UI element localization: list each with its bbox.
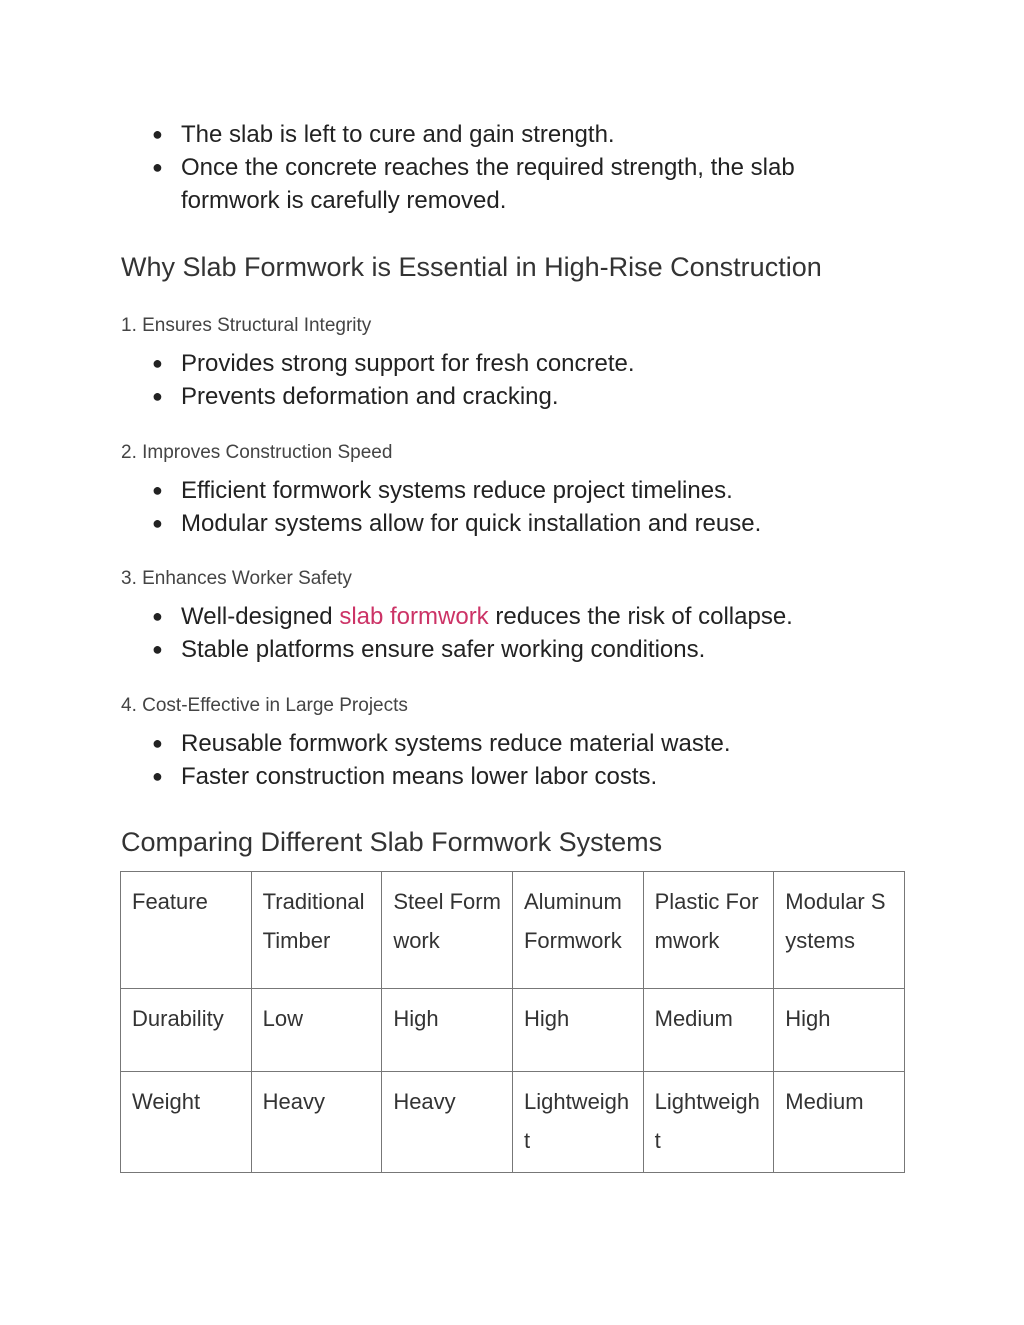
table-cell: Weight bbox=[121, 1072, 252, 1173]
bullet-icon: ● bbox=[152, 639, 163, 659]
bullet-icon: ● bbox=[152, 386, 163, 406]
list-item: ● The slab is left to cure and gain strength. bbox=[152, 118, 872, 151]
table-row bbox=[121, 989, 905, 1072]
table-cell: High bbox=[774, 989, 905, 1072]
section-heading-comparing: Comparing Different Slab Formwork Systems bbox=[121, 827, 663, 857]
table-cell: Heavy bbox=[382, 1072, 513, 1173]
table-cell: Low bbox=[251, 989, 382, 1072]
comparison-table bbox=[120, 871, 905, 1173]
section-heading-why: Why Slab Formwork is Essential in High-Rise Construction bbox=[121, 252, 822, 282]
list-item: ● Once the concrete reaches the required strength, the slab formwork is carefully removed. bbox=[152, 151, 872, 217]
bullet-icon: ● bbox=[152, 157, 163, 177]
list-item: ● Reusable formwork systems reduce material waste. bbox=[152, 727, 872, 760]
table-cell: Steel Formwork bbox=[382, 872, 513, 989]
table-cell: Modular Systems bbox=[774, 872, 905, 989]
table-cell: Medium bbox=[774, 1072, 905, 1173]
list-item: ● Modular systems allow for quick installation and reuse. bbox=[152, 507, 872, 540]
table-cell: Aluminum Formwork bbox=[512, 872, 643, 989]
bullet-icon: ● bbox=[152, 480, 163, 500]
subheading-structural-integrity: 1. Ensures Structural Integrity bbox=[121, 315, 372, 336]
table-cell: Medium bbox=[643, 989, 774, 1072]
table-cell: Durability bbox=[121, 989, 252, 1072]
bullet-list bbox=[152, 727, 872, 793]
bullet-icon: ● bbox=[152, 513, 163, 533]
slab-formwork-link[interactable]: slab formwork bbox=[339, 603, 489, 630]
bullet-list bbox=[152, 600, 872, 666]
bullet-icon: ● bbox=[152, 766, 163, 786]
table-cell: High bbox=[512, 989, 643, 1072]
list-item: ● Stable platforms ensure safer working conditions. bbox=[152, 633, 872, 666]
table-row bbox=[121, 1072, 905, 1173]
list-item: ● Well-designed slab formwork reduces the risk of collapse. bbox=[152, 600, 872, 633]
table-cell: Heavy bbox=[251, 1072, 382, 1173]
bullet-icon: ● bbox=[152, 606, 163, 626]
table-cell: High bbox=[382, 989, 513, 1072]
list-item: ● Provides strong support for fresh concrete. bbox=[152, 347, 872, 380]
list-item: ● Efficient formwork systems reduce project timelines. bbox=[152, 474, 872, 507]
subheading-worker-safety: 3. Enhances Worker Safety bbox=[121, 568, 352, 589]
table-header-row bbox=[121, 872, 905, 989]
subheading-cost-effective: 4. Cost-Effective in Large Projects bbox=[121, 695, 408, 716]
subheading-construction-speed: 2. Improves Construction Speed bbox=[121, 442, 393, 463]
bullet-icon: ● bbox=[152, 353, 163, 373]
bullet-list bbox=[152, 347, 872, 413]
table-cell: Traditional Timber bbox=[251, 872, 382, 989]
bullet-list bbox=[152, 474, 872, 540]
table-cell: Plastic Formwork bbox=[643, 872, 774, 989]
bullet-icon: ● bbox=[152, 124, 163, 144]
intro-bullet-list bbox=[152, 118, 872, 217]
table-cell: Lightweight bbox=[643, 1072, 774, 1173]
table-cell: Feature bbox=[121, 872, 252, 989]
table-cell: Lightweight bbox=[512, 1072, 643, 1173]
list-item: ● Prevents deformation and cracking. bbox=[152, 380, 872, 413]
bullet-icon: ● bbox=[152, 733, 163, 753]
list-item: ● Faster construction means lower labor costs. bbox=[152, 760, 872, 793]
